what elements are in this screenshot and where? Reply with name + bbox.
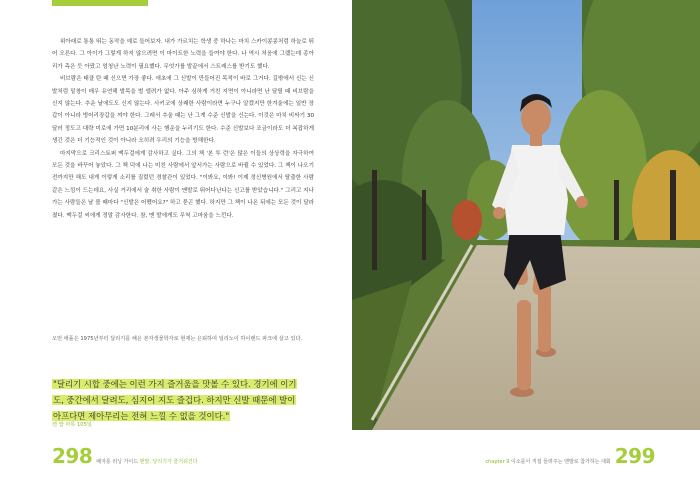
top-accent-bar: [52, 0, 148, 6]
footer-subtitle: 맨발, 달리기가 즐거워진다: [139, 459, 198, 465]
quote-line-2: 도, 중간에서 달려도, 심지어 지도 즐겁다. 하지만 신발 때문에 발이: [53, 395, 296, 405]
quote-line-3: 아프다면 제아무리는 전혀 느낄 수 없을 것이다.": [53, 411, 230, 421]
page-number-right: 299: [614, 444, 655, 468]
author-caption: 오먼 애플은 1975년부터 달리기를 해온 본자생물학자로 현재는 은퇴하여 일리노이 하이랜드 파크에 살고 있다.: [52, 336, 303, 342]
footer-running-title-right: [485, 458, 610, 465]
runner-photo: [352, 0, 700, 430]
highlighted-quote: [52, 376, 320, 424]
page-number-left: 298: [52, 444, 93, 468]
footer-title: 배자롱 러닝 가이드: [96, 459, 139, 465]
left-footer: [52, 444, 198, 468]
chapter-label: chapter 9: [485, 459, 510, 465]
paragraph-1: 위아래로 통통 뛰는 동작을 예로 들어보자. 내가 가르치는 학생 중 하나는 마치 스카이콩콩처럼 하늘로 뛰어 오른다. 그 아이가 그렇게 하지 않으려면 이 마이트한 노력을 들여야 한다. 나 역시 처음에 그랬는데 종아리가 측은 듯 아팠고 엄청난 노력이 필요했다. 무엇가를 발끝에서 스트레스를 받기도 했다.: [52, 39, 314, 70]
footer-title-right: 이소를이 직접 들려주는 맨발로 참가하는 대회: [511, 459, 611, 465]
body-text: [52, 36, 314, 222]
footer-running-title: [96, 458, 197, 465]
quote-source: 켄 밥 마톡 105일: [52, 422, 92, 428]
paragraph-2: 비브람은 태클 탄 때 신으면 가장 좋다. 애초에 그 신발이 만들어진 목적이 바로 그거다. 길밖에서 신는 신발처럼 밑창이 매우 유연해 발목을 벌 엘려가 없다. 아주 심하게 거친 지면이 아니라면 난 달릴 때 비브람을 신지 않는다. 추운 날에도도 신지 않는다. 사키코에 상쾌한 사람이라면 누구나 알겠지만 한겨울에는 일반 장갑이 아니라 벙어리장갑을 껴야 한다. 그래서 추울 때는 난 그게 수준 신발을 신는다. 이것은 마치 비싸기 30달러 정도고 대략 미로에 가면 10분리에 사는 행운을 누리기도 한다. 수준 신발보다 조금이라도 더 복잡하게 생긴 것은 더 기능적인 것이 아니라 오히려 우리의 기능을 방해한다.: [52, 76, 314, 145]
right-footer: [485, 444, 655, 468]
quote-line-1: "달리기 시합 중에는 이런 가지 즐거움을 맛볼 수 있다. 경기에 이기: [53, 379, 297, 389]
right-page: [352, 0, 700, 494]
runner-photo-illustration: [352, 0, 700, 430]
paragraph-3: 마지막으로 크리스토퍼 맥두걸에게 감사하고 싶다. 그의 책 '본 투 런'은 많은 이들의 상상력을 자극하여 모든 것을 바꾸어 놓았다. 그 책 덕에 나는 미친 사람에서 앞서가는 사람으로 바뀔 수 있었다. 그 책이 나오기 전까지만 해도 내게 이렇게 소리를 질렀던 경찰관이 있었다. "이봐요, 이봐! 이제 정신병원에서 탈출한 사람 같은 느낌이 드는데요, 사실 거리에서 술 취한 사람이 맨발로 뛰어다닌다는 신고를 받았습니다." 그리고 지나가는 사람들은 날 볼 때마다 "신발은 어쨌어요?" 하고 묻곤 했다. 하지만 그 책이 나온 뒤에는 모든 것이 달라졌다. 맥두걸 씨에게 정말 감사한다. 참, 맨 발에게도 무척 고마움을 느낀다.: [52, 150, 314, 219]
